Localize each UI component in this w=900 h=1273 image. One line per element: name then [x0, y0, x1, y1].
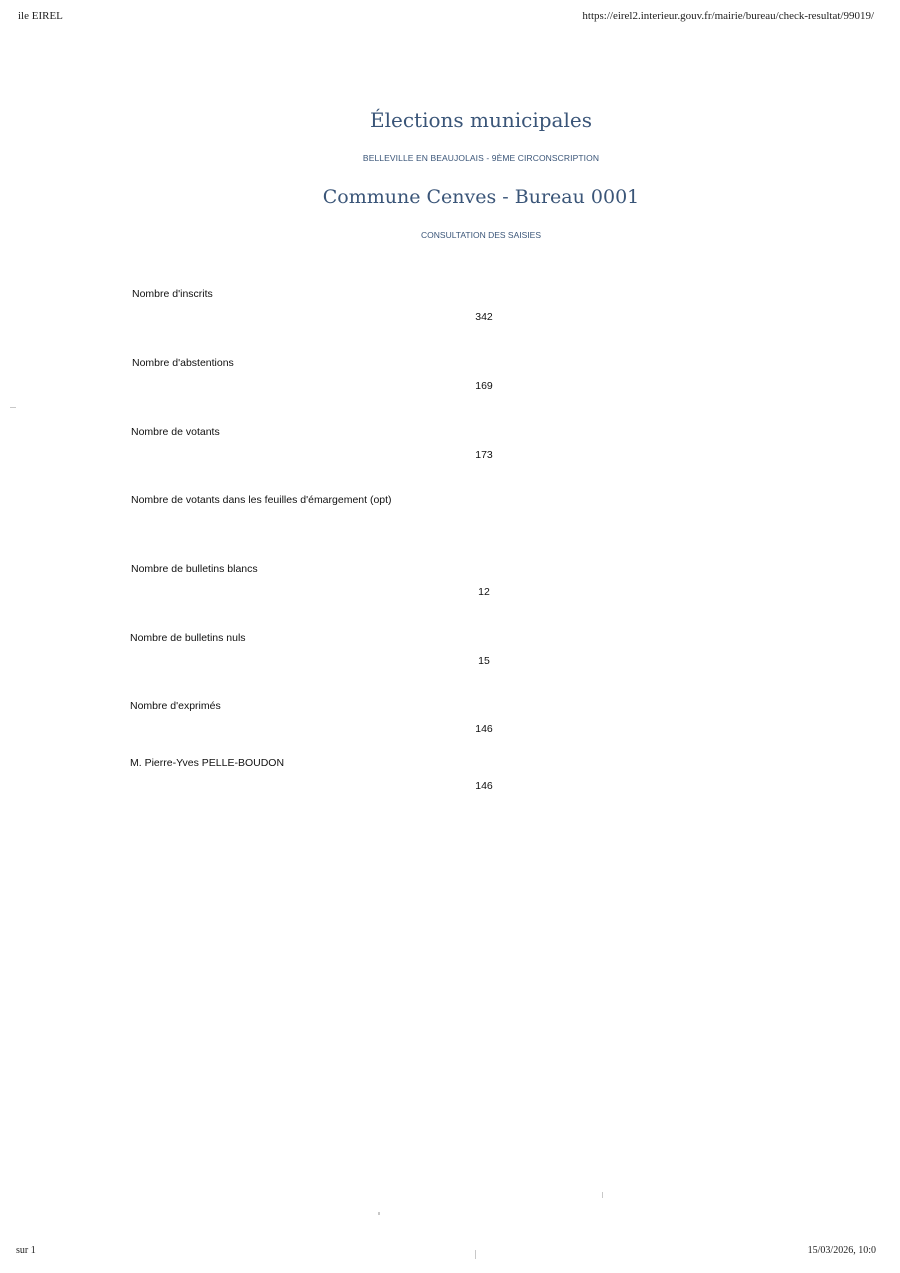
scan-speck	[475, 1250, 476, 1259]
page-title: Élections municipales	[370, 108, 592, 132]
scan-speck	[602, 1192, 603, 1198]
commune-bureau-title: Commune Cenves - Bureau 0001	[322, 186, 640, 208]
scan-speck	[10, 407, 16, 408]
consultation-label: CONSULTATION DES SAISIES	[421, 230, 541, 240]
field-value-exprimes: 146	[475, 723, 493, 735]
field-value-candidate: 146	[475, 780, 493, 792]
print-footer-page: sur 1	[16, 1245, 36, 1256]
print-footer-datetime: 15/03/2026, 10:0	[807, 1245, 876, 1256]
field-label-votants-emargement: Nombre de votants dans les feuilles d'émargement (opt)	[131, 494, 392, 506]
print-header-left: ile EIREL	[18, 10, 63, 22]
field-value-bulletins-nuls: 15	[478, 655, 490, 667]
field-label-abstentions: Nombre d'abstentions	[132, 357, 234, 369]
field-label-bulletins-nuls: Nombre de bulletins nuls	[130, 632, 246, 644]
page-subtitle: BELLEVILLE EN BEAUJOLAIS - 9ÈME CIRCONSCRIPTION	[362, 153, 600, 163]
field-value-votants: 173	[475, 449, 493, 461]
print-header-url: https://eirel2.interieur.gouv.fr/mairie/bureau/check-resultat/99019/	[582, 10, 874, 22]
field-value-abstentions: 169	[475, 380, 493, 392]
field-label-votants: Nombre de votants	[131, 426, 220, 438]
field-value-inscrits: 342	[475, 311, 493, 323]
field-label-exprimes: Nombre d'exprimés	[130, 700, 221, 712]
scan-speck	[378, 1212, 380, 1215]
field-label-inscrits: Nombre d'inscrits	[132, 288, 213, 300]
field-label-bulletins-blancs: Nombre de bulletins blancs	[131, 563, 258, 575]
field-label-candidate: M. Pierre-Yves PELLE-BOUDON	[130, 757, 285, 769]
field-value-bulletins-blancs: 12	[478, 586, 490, 598]
